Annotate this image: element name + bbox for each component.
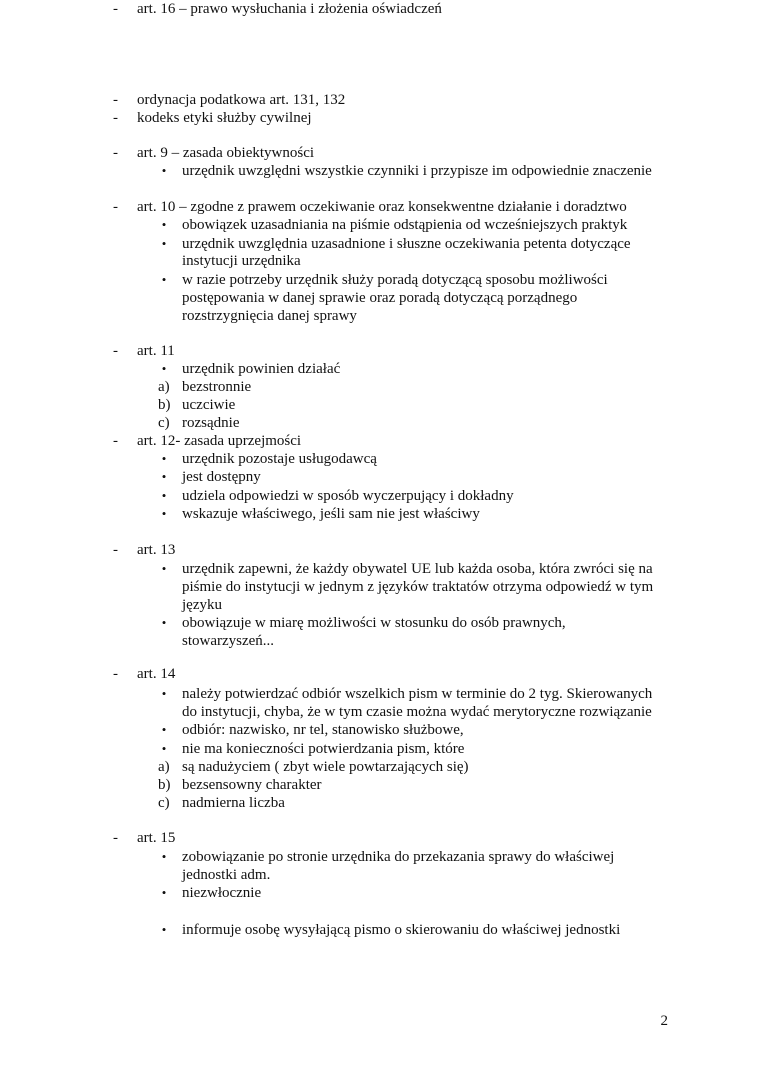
lettered-item: bezstronnie bbox=[182, 379, 252, 395]
bullet-item-continuation: jednostki adm. bbox=[182, 867, 271, 883]
list-item: ordynacja podatkowa art. 131, 132 bbox=[137, 92, 346, 108]
bullet-marker: • bbox=[161, 922, 167, 937]
bullet-item: urzędnik uwzględnia uzasadnione i słuszne oczekiwania petenta dotyczące bbox=[182, 236, 631, 252]
dash-marker: - bbox=[113, 1, 118, 17]
bullet-marker: • bbox=[161, 361, 167, 376]
letter-marker: b) bbox=[158, 397, 171, 413]
lettered-item: bezsensowny charakter bbox=[182, 777, 322, 793]
bullet-item: urzędnik zapewni, że każdy obywatel UE lub każda osoba, która zwróci się na bbox=[182, 561, 653, 577]
page-number: 2 bbox=[660, 1013, 668, 1029]
list-item: art. 14 bbox=[137, 666, 176, 682]
lettered-item: uczciwie bbox=[182, 397, 236, 413]
bullet-marker: • bbox=[161, 506, 167, 521]
list-item: art. 16 – prawo wysłuchania i złożenia oświadczeń bbox=[137, 1, 442, 17]
dash-marker: - bbox=[113, 830, 118, 846]
letter-marker: c) bbox=[158, 415, 170, 431]
letter-marker: a) bbox=[158, 759, 170, 775]
list-item: art. 11 bbox=[137, 343, 175, 359]
bullet-item: w razie potrzeby urzędnik służy poradą dotyczącą sposobu możliwości bbox=[182, 272, 608, 288]
lettered-item: nadmierna liczba bbox=[182, 795, 285, 811]
bullet-marker: • bbox=[161, 272, 167, 287]
bullet-item: informuje osobę wysyłającą pismo o skierowaniu do właściwej jednostki bbox=[182, 922, 621, 938]
bullet-marker: • bbox=[161, 615, 167, 630]
bullet-item-continuation: języku bbox=[182, 597, 222, 613]
bullet-item: należy potwierdzać odbiór wszelkich pism w terminie do 2 tyg. Skierowanych bbox=[182, 686, 653, 702]
bullet-marker: • bbox=[161, 236, 167, 251]
letter-marker: a) bbox=[158, 379, 170, 395]
bullet-item: urzędnik pozostaje usługodawcą bbox=[182, 451, 377, 467]
bullet-marker: • bbox=[161, 163, 167, 178]
bullet-item: niezwłocznie bbox=[182, 885, 262, 901]
bullet-item-continuation: do instytucji, chyba, że w tym czasie można wydać merytoryczne rozwiązanie bbox=[182, 704, 652, 720]
bullet-item-continuation: rozstrzygnięcia danej sprawy bbox=[182, 308, 357, 324]
lettered-item: są nadużyciem ( zbyt wiele powtarzających się) bbox=[182, 759, 469, 775]
bullet-marker: • bbox=[161, 741, 167, 756]
bullet-marker: • bbox=[161, 722, 167, 737]
dash-marker: - bbox=[113, 92, 118, 108]
dash-marker: - bbox=[113, 145, 118, 161]
dash-marker: - bbox=[113, 433, 118, 449]
bullet-marker: • bbox=[161, 488, 167, 503]
bullet-item-continuation: instytucji urzędnika bbox=[182, 253, 301, 269]
dash-marker: - bbox=[113, 666, 118, 682]
bullet-marker: • bbox=[161, 469, 167, 484]
list-item: kodeks etyki służby cywilnej bbox=[137, 110, 312, 126]
bullet-marker: • bbox=[161, 849, 167, 864]
bullet-item: obowiązek uzasadniania na piśmie odstąpienia od wcześniejszych praktyk bbox=[182, 217, 628, 233]
bullet-item: urzędnik uwzględni wszystkie czynniki i przypisze im odpowiednie znaczenie bbox=[182, 163, 652, 179]
list-item: art. 12- zasada uprzejmości bbox=[137, 433, 302, 449]
bullet-item: nie ma konieczności potwierdzania pism, które bbox=[182, 741, 465, 757]
bullet-item: zobowiązanie po stronie urzędnika do przekazania sprawy do właściwej bbox=[182, 849, 615, 865]
bullet-item: wskazuje właściwego, jeśli sam nie jest właściwy bbox=[182, 506, 480, 522]
bullet-item: udziela odpowiedzi w sposób wyczerpujący i dokładny bbox=[182, 488, 514, 504]
letter-marker: b) bbox=[158, 777, 171, 793]
bullet-marker: • bbox=[161, 217, 167, 232]
list-item: art. 13 bbox=[137, 542, 176, 558]
bullet-item-continuation: piśmie do instytucji w jednym z języków traktatów otrzyma odpowiedź w tym bbox=[182, 579, 654, 595]
bullet-marker: • bbox=[161, 885, 167, 900]
dash-marker: - bbox=[113, 542, 118, 558]
bullet-marker: • bbox=[161, 686, 167, 701]
letter-marker: c) bbox=[158, 795, 170, 811]
list-item: art. 15 bbox=[137, 830, 176, 846]
bullet-item: obowiązuje w miarę możliwości w stosunku do osób prawnych, bbox=[182, 615, 566, 631]
list-item: art. 10 – zgodne z prawem oczekiwanie oraz konsekwentne działanie i doradztwo bbox=[137, 199, 627, 215]
bullet-marker: • bbox=[161, 561, 167, 576]
bullet-item: jest dostępny bbox=[182, 469, 261, 485]
dash-marker: - bbox=[113, 343, 118, 359]
bullet-item: urzędnik powinien działać bbox=[182, 361, 341, 377]
bullet-item-continuation: stowarzyszeń... bbox=[182, 633, 275, 649]
dash-marker: - bbox=[113, 199, 118, 215]
list-item: art. 9 – zasada obiektywności bbox=[137, 145, 315, 161]
bullet-item-continuation: postępowania w danej sprawie oraz poradą dotyczącą porządnego bbox=[182, 290, 578, 306]
lettered-item: rozsądnie bbox=[182, 415, 240, 431]
bullet-marker: • bbox=[161, 451, 167, 466]
dash-marker: - bbox=[113, 110, 118, 126]
bullet-item: odbiór: nazwisko, nr tel, stanowisko służbowe, bbox=[182, 722, 464, 738]
